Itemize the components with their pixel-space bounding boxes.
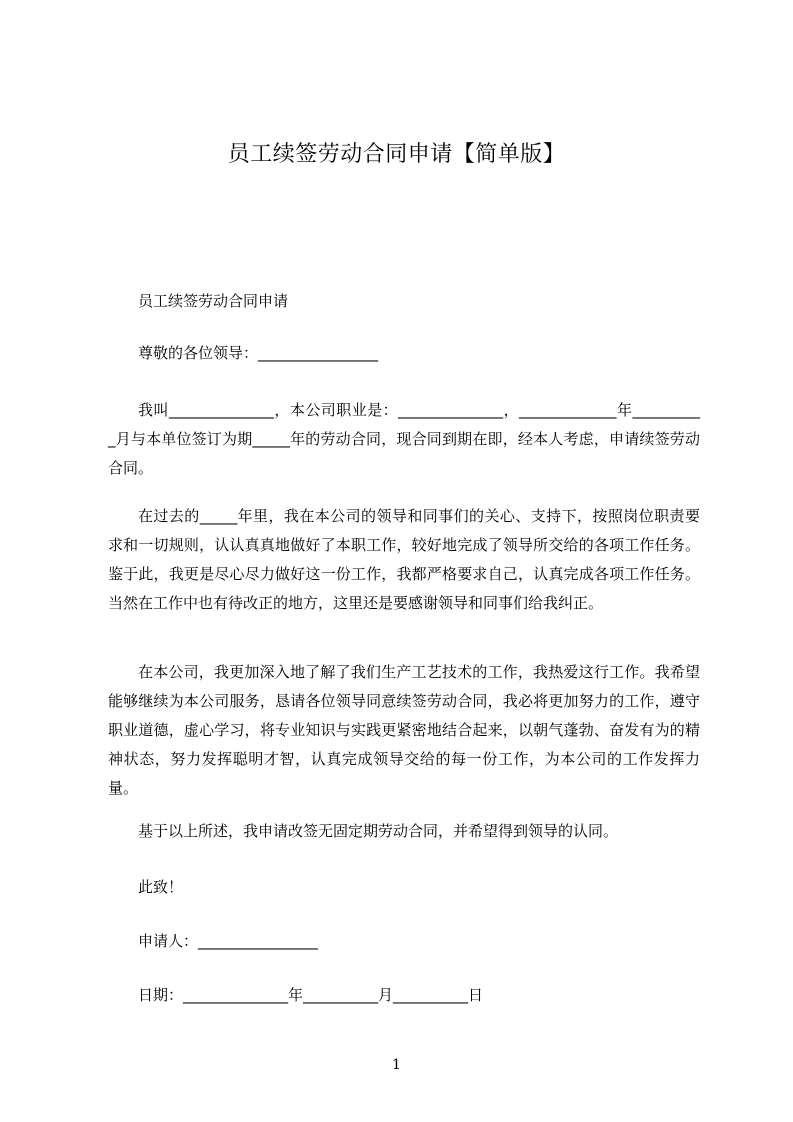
applicant-line: 申请人：________________ [138, 932, 319, 950]
salutation: 尊敬的各位领导：________________ [138, 344, 379, 362]
document-subtitle: 员工续签劳动合同申请 [138, 292, 289, 310]
body-paragraph-commitment: 在本公司，我更加深入地了解了我们生产工艺技术的工作，我热爱这行工作。我希望能够继续为本公司服务，恳请各位领导同意续签劳动合同，我必将更加努力的工作，遵守职业道德，虚心学习，将专业知识与实践更紧密地结合起来，以朝气蓬勃、奋发有为的精神状态，努力发挥聪明才智，认真完成领导交给的每一份工作，为本公司的工作发挥力量。 [108, 663, 700, 797]
conclusion-line: 基于以上所述，我申请改签无固定期劳动合同，并希望得到领导的认同。 [138, 822, 619, 840]
closing-line: 此致！ [138, 878, 184, 896]
date-line: 日期：______________年__________月__________日 [138, 986, 484, 1004]
page-number: 1 [392, 1057, 401, 1073]
document-title: 员工续签劳动合同申请【简单版】 [227, 142, 566, 167]
body-paragraph-intro: 我叫______________，本公司职业是：______________，_____________年__________月与本单位签订为期_____年的劳动合同，现合同到期在即，经本人考虑，申请续签劳动合同。 [108, 401, 700, 477]
body-paragraph-review: 在过去的_____年里，我在本公司的领导和同事们的关心、支持下，按照岗位职责要求和一切规则，认认真真地做好了本职工作，较好地完成了领导所交给的各项工作任务。鉴于此，我更是尽心尽力做好这一份工作，我都严格要求自己，认真完成各项工作任务。当然在工作中也有待改正的地方，这里还是要感谢领导和同事们给我纠正。 [108, 507, 700, 612]
